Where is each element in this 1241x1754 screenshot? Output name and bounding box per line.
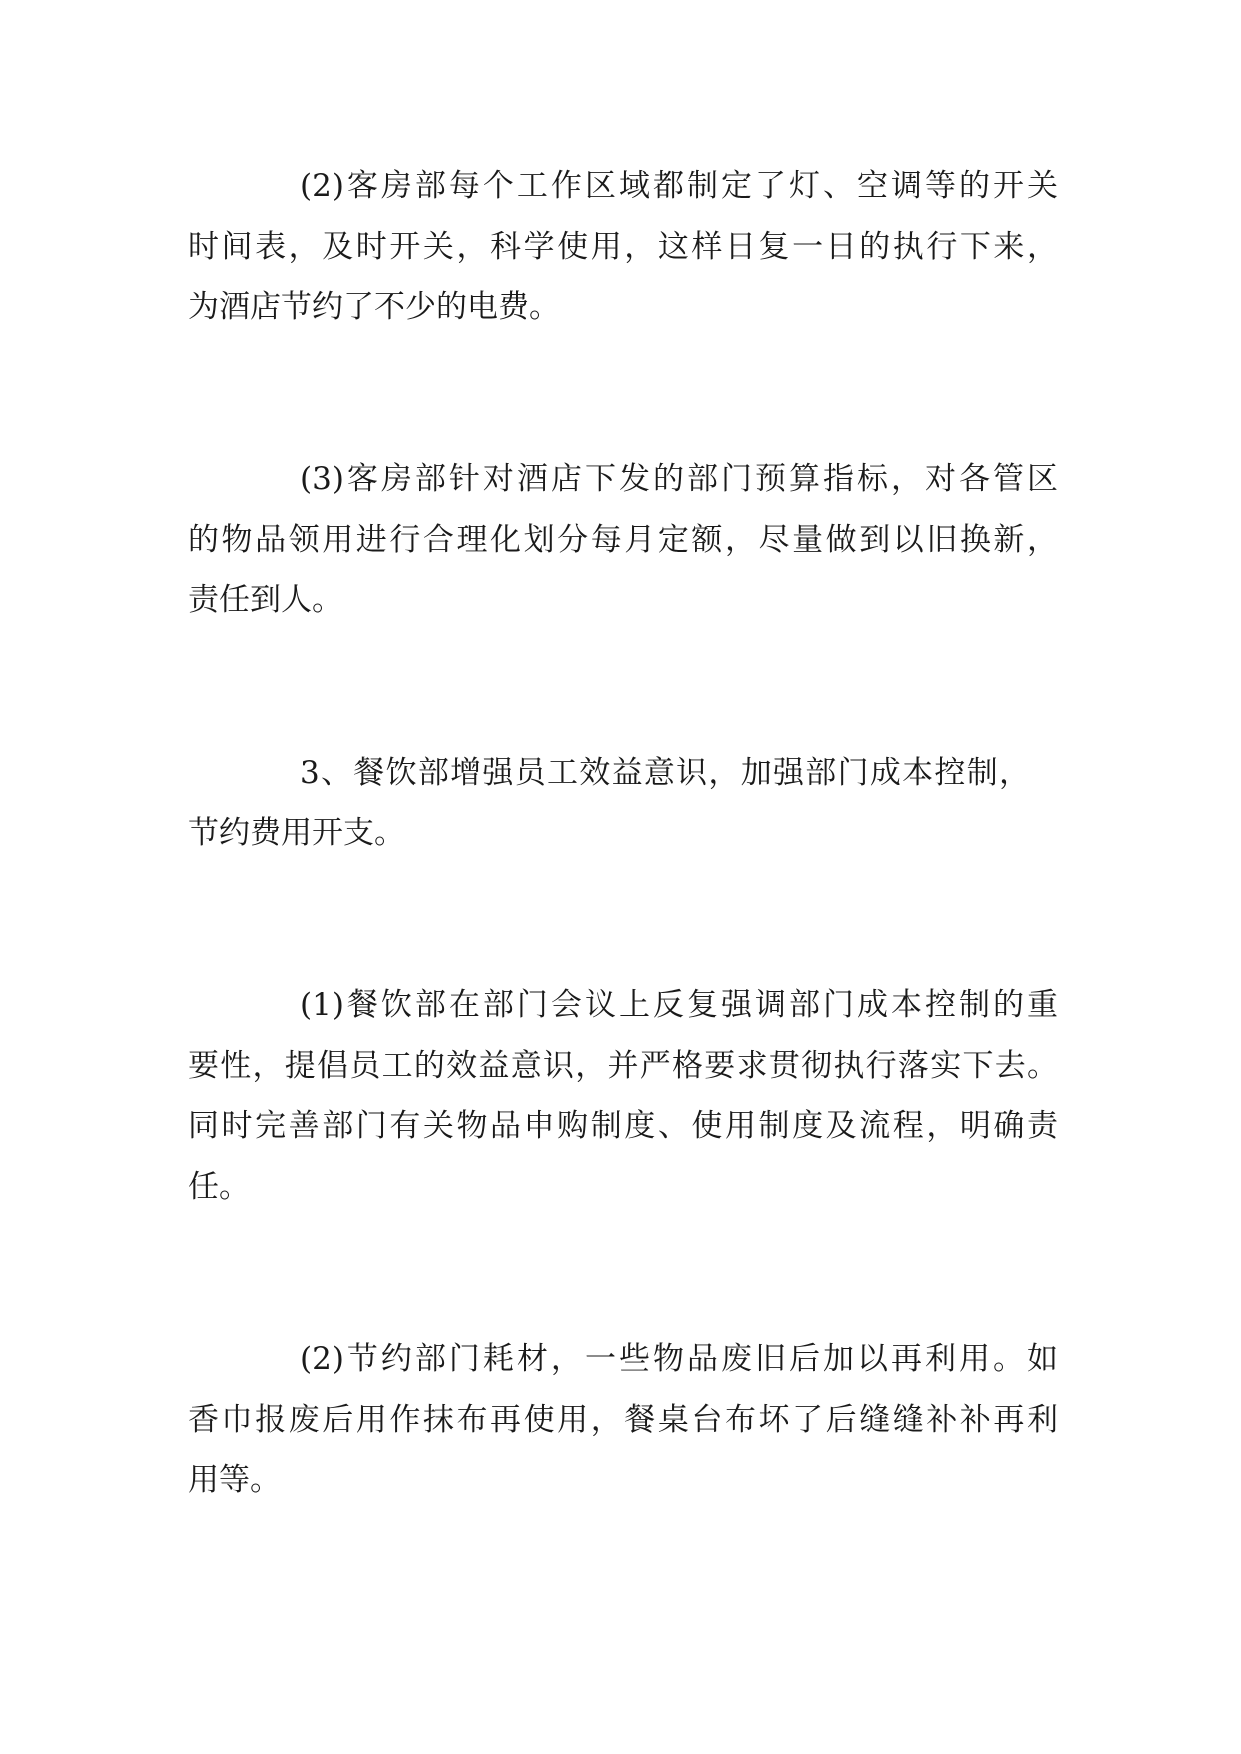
- paragraph-line: 责任到人。: [188, 582, 343, 618]
- paragraph-line: 任。: [188, 1169, 250, 1205]
- paragraph-line: (2)节约部门耗材，一些物品废旧后加以再利用。如: [300, 1341, 1058, 1377]
- paragraph-line: (2)客房部每个工作区域都制定了灯、空调等的开关: [300, 168, 1058, 204]
- paragraph-line: 的物品领用进行合理化划分每月定额，尽量做到以旧换新，: [188, 522, 1058, 558]
- paragraph-line: 香巾报废后用作抹布再使用，餐桌台布坏了后缝缝补补再利: [188, 1402, 1058, 1438]
- paragraph-line: 同时完善部门有关物品申购制度、使用制度及流程，明确责: [188, 1108, 1058, 1144]
- paragraph-line: 3、餐饮部增强员工效益意识，加强部门成本控制，: [300, 755, 1030, 791]
- paragraph-line: (1)餐饮部在部门会议上反复强调部门成本控制的重: [300, 987, 1058, 1023]
- paragraph-line: (3)客房部针对酒店下发的部门预算指标，对各管区: [300, 461, 1058, 497]
- paragraph-line: 时间表，及时开关，科学使用，这样日复一日的执行下来，: [188, 229, 1058, 265]
- paragraph-line: 要性，提倡员工的效益意识，并严格要求贯彻执行落实下去。: [188, 1048, 1058, 1084]
- paragraph-line: 节约费用开支。: [188, 815, 405, 851]
- paragraph-line: 为酒店节约了不少的电费。: [188, 289, 560, 325]
- paragraph-line: 用等。: [188, 1462, 281, 1498]
